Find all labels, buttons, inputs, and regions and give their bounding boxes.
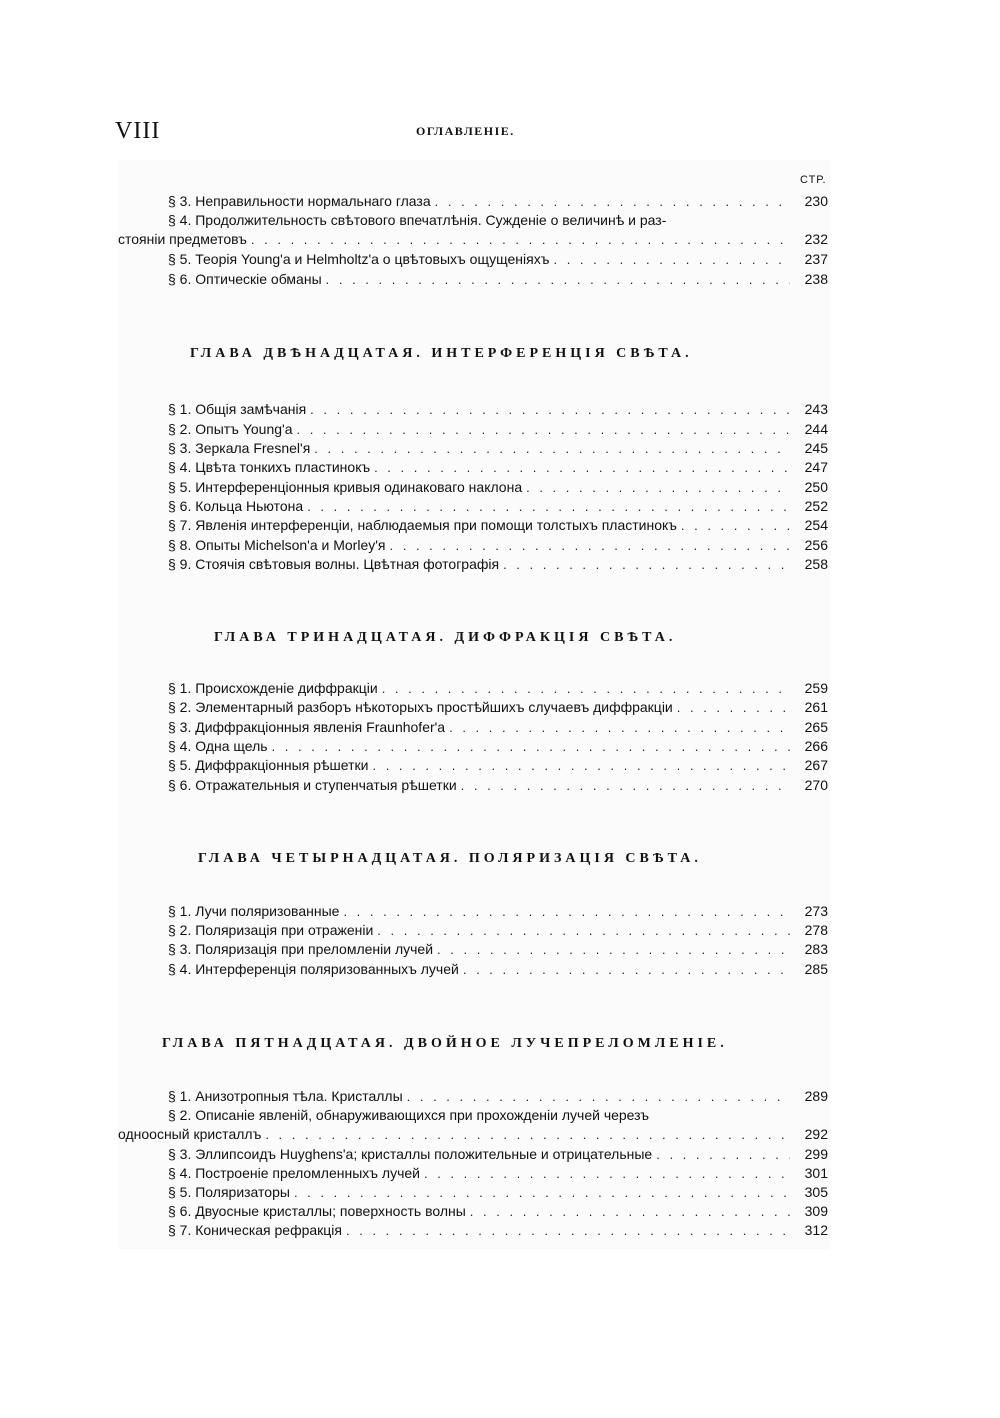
toc-entry — [118, 420, 828, 439]
toc-entry-title: § 4. Построеніе преломленныхъ лучей — [168, 1165, 420, 1181]
leader-dots — [326, 270, 790, 289]
leader-dots — [377, 921, 790, 940]
toc-entry-title: § 6. Оптическіе обманы — [168, 271, 322, 287]
leader-dots — [265, 1125, 790, 1144]
toc-entry — [118, 536, 828, 555]
toc-entry-page: 238 — [804, 271, 828, 287]
toc-entry — [118, 756, 828, 775]
toc-entry-page: 252 — [804, 498, 828, 514]
toc-entry-page: 254 — [804, 517, 828, 533]
toc-entry-title: § 9. Стоячія свѣтовыя волны. Цвѣтная фотографія — [168, 556, 500, 572]
toc-entry-page: 309 — [804, 1203, 828, 1219]
leader-dots — [307, 497, 790, 516]
toc-entry-title: § 1. Лучи поляризованные — [168, 903, 340, 919]
chapter-heading: ГЛАВА ПЯТНАДЦАТАЯ. ДВОЙНОЕ ЛУЧЕПРЕЛОМЛЕНІЕ. — [162, 1036, 728, 1051]
leader-dots — [656, 1145, 790, 1164]
toc-entry-page: 232 — [804, 231, 828, 247]
toc-entry — [118, 516, 828, 535]
toc-entry-continuation — [118, 230, 828, 249]
toc-entry-title: § 5. Теорія Young'a и Helmholtz'a о цвѣтовыхъ ощущеніяхъ — [168, 251, 550, 267]
toc-entry — [118, 1106, 828, 1125]
toc-entry-title: § 4. Цвѣта тонкихъ пластинокъ — [168, 459, 371, 475]
toc-entry — [118, 497, 828, 516]
leader-dots — [461, 776, 790, 795]
toc-entry-title: § 5. Поляризаторы — [168, 1184, 290, 1200]
leader-dots — [470, 1202, 790, 1221]
toc-entry-page: 305 — [804, 1184, 828, 1200]
toc-entry-title: § 1. Анизотропныя тѣла. Кристаллы — [168, 1088, 403, 1104]
toc-entry — [118, 1164, 828, 1183]
toc-entry-page: 256 — [804, 537, 828, 553]
toc-entry-title: § 3. Эллипсоидъ Huyghens'a; кристаллы положительные и отрицательные — [168, 1146, 653, 1162]
leader-dots — [314, 439, 790, 458]
toc-entry — [118, 1202, 828, 1221]
toc-entry-title: стояніи предметовъ — [118, 231, 247, 247]
toc-entry-title: § 3. Диффракціонныя явленія Fraunhofer'a — [168, 719, 446, 735]
toc-entry — [118, 439, 828, 458]
toc-entry-title: § 3. Неправильности нормальнаго глаза — [168, 193, 431, 209]
toc-entry — [118, 776, 828, 795]
toc-entry-title: § 1. Общія замѣчанія — [168, 401, 307, 417]
page-number: VIII — [115, 118, 161, 144]
toc-entry-title: § 2. Поляризація при отраженіи — [168, 922, 374, 938]
toc-entry-page: 312 — [804, 1222, 828, 1238]
toc-entry — [118, 940, 828, 959]
toc-entry — [118, 921, 828, 940]
toc-entry-title: § 7. Явленія интерференціи, наблюдаемыя при помощи толстыхъ пластинокъ — [168, 517, 677, 533]
toc-entry-title: § 6. Кольца Ньютона — [168, 498, 304, 514]
toc-entry-continuation — [118, 1125, 828, 1144]
toc-entry-page: 245 — [804, 440, 828, 456]
toc-entry-title: § 1. Происхожденіе диффракціи — [168, 680, 378, 696]
leader-dots — [390, 536, 791, 555]
toc-entry — [118, 1221, 828, 1240]
toc-entry-page: 237 — [804, 251, 828, 267]
toc-entry-page: 301 — [804, 1165, 828, 1181]
toc-entry — [118, 1087, 828, 1106]
toc-entry-page: 285 — [804, 961, 828, 977]
toc-entry — [118, 478, 828, 497]
toc-entry-page: 283 — [804, 941, 828, 957]
toc-entry-title: § 8. Опыты Michelson'a и Morley'я — [168, 537, 386, 553]
toc-entry-title: § 3. Поляризація при преломленіи лучей — [168, 941, 434, 957]
toc-entry — [118, 250, 828, 269]
toc-entry-page: 292 — [804, 1126, 828, 1142]
leader-dots — [463, 960, 790, 979]
toc-entry-page: 270 — [804, 777, 828, 793]
leader-dots — [437, 940, 790, 959]
toc-entry-title: одноосный кристаллъ — [118, 1126, 262, 1142]
toc-entry-page: 273 — [804, 903, 828, 919]
toc-entry-page: 247 — [804, 459, 828, 475]
leader-dots — [296, 420, 790, 439]
chapter-heading: ГЛАВА ТРИНАДЦАТАЯ. ДИФФРАКЦІЯ СВѢТА. — [214, 630, 677, 645]
leader-dots — [681, 516, 790, 535]
toc-entry-title: § 2. Описаніе явленій, обнаруживающихся при прохожденіи лучей черезъ — [168, 1107, 650, 1123]
toc-entry — [118, 555, 828, 574]
toc-entry-page: 244 — [804, 421, 828, 437]
toc-entry — [118, 458, 828, 477]
toc-entry-title: § 2. Опытъ Young'а — [168, 421, 293, 437]
leader-dots — [310, 400, 790, 419]
toc-entry-title: § 3. Зеркала Fresnel'я — [168, 440, 311, 456]
chapter-heading: ГЛАВА ЧЕТЫРНАДЦАТАЯ. ПОЛЯРИЗАЦІЯ СВѢТА. — [198, 851, 702, 866]
toc-entry-page: 289 — [804, 1088, 828, 1104]
toc-entry-title: § 5. Диффракціонныя рѣшетки — [168, 757, 369, 773]
toc-entry — [118, 960, 828, 979]
leader-dots — [272, 737, 790, 756]
page-column-label: СТР. — [800, 174, 827, 186]
toc-entry-title: § 4. Интерференція поляризованныхъ лучей — [168, 961, 459, 977]
leader-dots — [553, 250, 790, 269]
toc-entry — [118, 718, 828, 737]
toc-entry-title: § 4. Продолжительность свѣтового впечатлѣнія. Сужденіе о величинѣ и раз- — [168, 212, 667, 228]
toc-entry — [118, 737, 828, 756]
toc-entry — [118, 400, 828, 419]
leader-dots — [251, 230, 790, 249]
toc-entry — [118, 211, 828, 230]
running-title: ОГЛАВЛЕНIE. — [416, 124, 515, 138]
leader-dots — [677, 698, 790, 717]
toc-entry-page: 266 — [804, 738, 828, 754]
toc-entry — [118, 192, 828, 211]
toc-entry-page: 278 — [804, 922, 828, 938]
toc-entry-title: § 6. Отражательныя и ступенчатыя рѣшетки — [168, 777, 457, 793]
toc-entry — [118, 1145, 828, 1164]
toc-entry — [118, 679, 828, 698]
leader-dots — [372, 756, 790, 775]
toc-entry — [118, 698, 828, 717]
leader-dots — [449, 718, 790, 737]
leader-dots — [343, 902, 790, 921]
toc-entry-page: 243 — [804, 401, 828, 417]
toc-entry-page: 299 — [804, 1146, 828, 1162]
leader-dots — [435, 192, 790, 211]
toc-entry-title: § 7. Коническая рефракція — [168, 1222, 343, 1238]
toc-entry-page: 259 — [804, 680, 828, 696]
leader-dots — [407, 1087, 790, 1106]
toc-entry-title: § 6. Двуосные кристаллы; поверхность волны — [168, 1203, 466, 1219]
leader-dots — [503, 555, 790, 574]
toc-entry-page: 261 — [804, 699, 828, 715]
toc-entry — [118, 902, 828, 921]
leader-dots — [424, 1164, 790, 1183]
toc-entry — [118, 1183, 828, 1202]
toc-entry-page: 230 — [804, 193, 828, 209]
toc-entry — [118, 270, 828, 289]
leader-dots — [526, 478, 790, 497]
toc-entry-title: § 2. Элементарный разборъ нѣкоторыхъ простѣйшихъ случаевъ диффракціи — [168, 699, 673, 715]
leader-dots — [346, 1221, 790, 1240]
leader-dots — [382, 679, 790, 698]
toc-entry-page: 258 — [804, 556, 828, 572]
toc-entry-page: 267 — [804, 757, 828, 773]
leader-dots — [294, 1183, 790, 1202]
toc-entry-page: 250 — [804, 479, 828, 495]
toc-entry-title: § 5. Интерференціонныя кривыя одинаковаго наклона — [168, 479, 523, 495]
toc-entry-title: § 4. Одна щель — [168, 738, 268, 754]
leader-dots — [374, 458, 790, 477]
chapter-heading: ГЛАВА ДВѢНАДЦАТАЯ. ИНТЕРФЕРЕНЦІЯ СВѢТА. — [190, 346, 693, 361]
toc-entry-page: 265 — [804, 719, 828, 735]
